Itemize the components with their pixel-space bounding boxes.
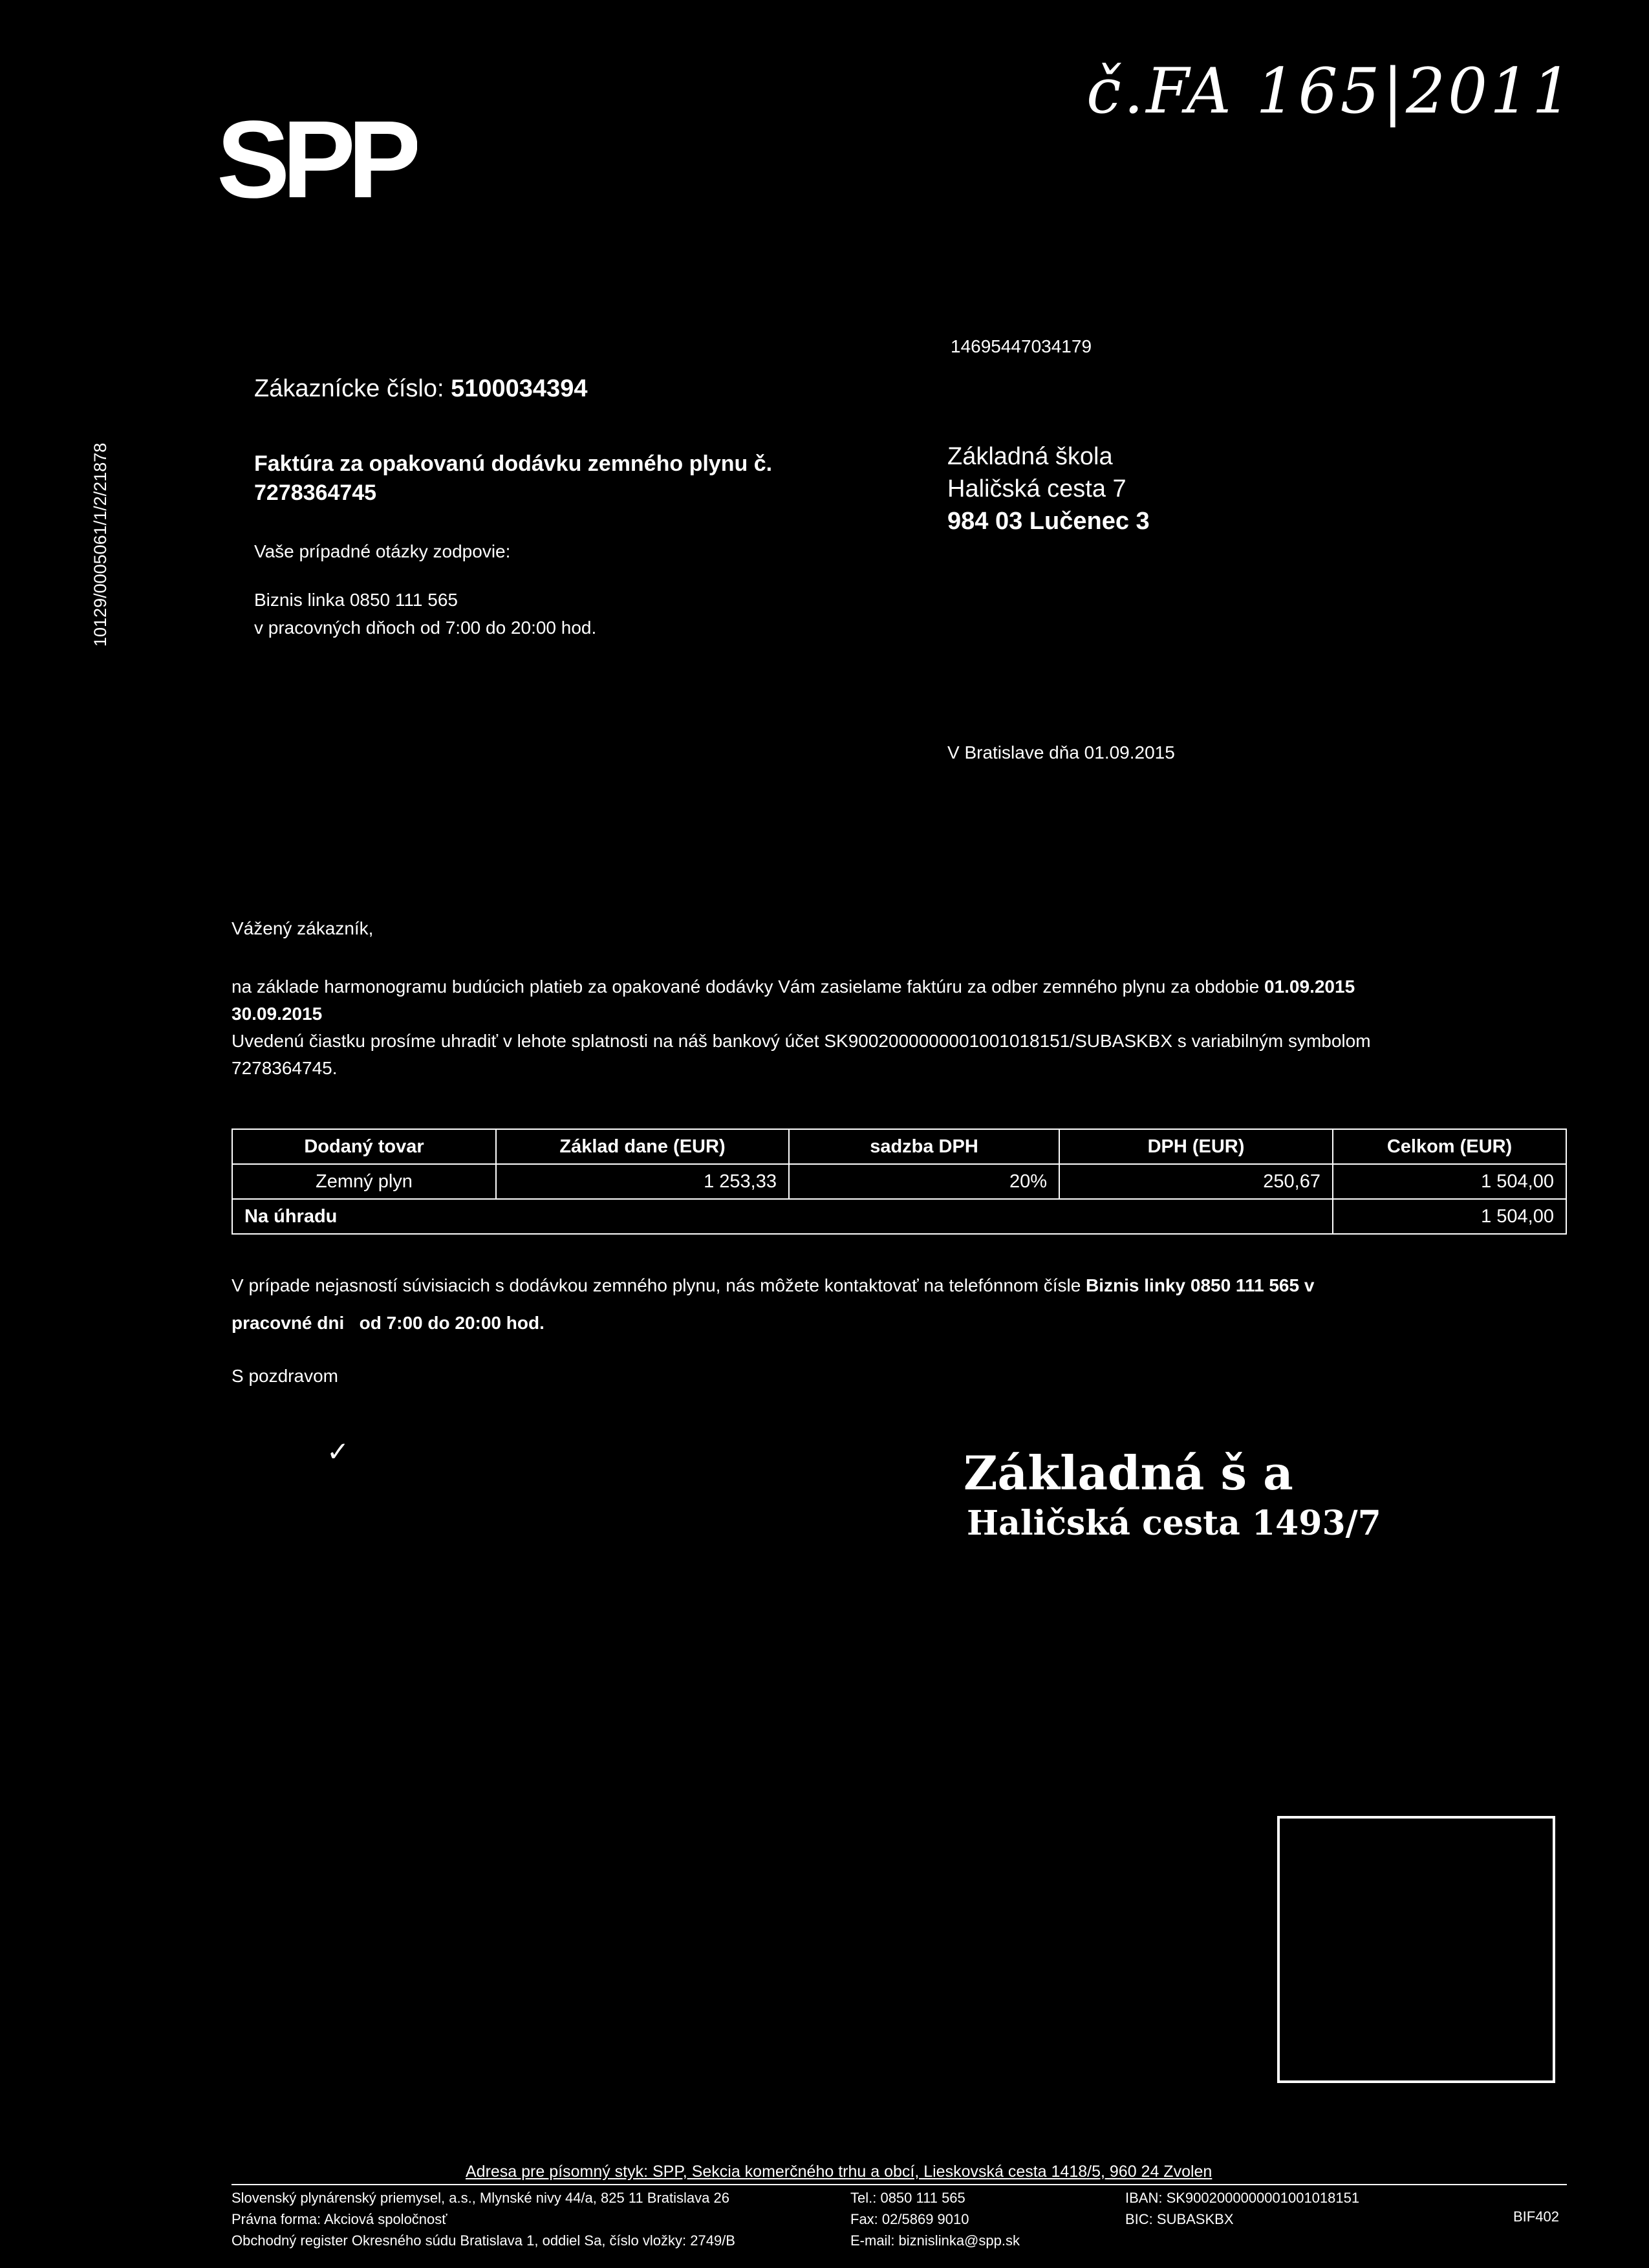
customer-number	[254, 375, 587, 403]
footer-col-2	[850, 2187, 1020, 2251]
total-label: Na úhradu	[232, 1199, 1333, 1234]
hotline-text: Biznis linka 0850 111 565	[254, 590, 458, 610]
footer-company: Slovenský plynárenský priemysel, a.s., Mlynské nivy 44/a, 825 11 Bratislava 26	[232, 2190, 729, 2206]
body-line-4: 7278364745.	[232, 1058, 338, 1078]
questions-text: Vaše prípadné otázky zodpovie:	[254, 541, 511, 561]
footer-col-3	[1125, 2187, 1359, 2230]
logo-text: SPP	[217, 107, 414, 210]
contact-hotline: Biznis linky 0850 111 565 v	[1086, 1275, 1315, 1295]
hours-text: v pracovných dňoch od 7:00 do 20:00 hod.	[254, 618, 597, 638]
footer-divider	[232, 2184, 1567, 2185]
cell-total: 1 504,00	[1333, 1164, 1566, 1199]
table-total-row	[232, 1199, 1566, 1234]
footer-register: Obchodný register Okresného súdu Bratislava 1, oddiel Sa, číslo vložky: 2749/B	[232, 2232, 735, 2249]
header-tax-base: Základ dane (EUR)	[496, 1129, 789, 1164]
side-code-text: 10129/0005061/1/2/21878	[91, 442, 110, 647]
footer-email: E-mail: biznislinka@spp.sk	[850, 2232, 1020, 2249]
body-line-1	[232, 977, 1570, 997]
side-reference-code	[91, 375, 116, 647]
invoice-table	[232, 1129, 1567, 1235]
customer-number-label: Zákaznícke číslo:	[254, 375, 444, 402]
footer-col-1	[232, 2187, 735, 2251]
period-to: 30.09.2015	[232, 1004, 323, 1024]
contact-line-1-text: V prípade nejasností súvisiacich s dodávkou zemného plynu, nás môžete kontaktovať na telefónnom čísle	[232, 1275, 1081, 1295]
invoice-title: Faktúra za opakovanú dodávku zemného plynu č.	[254, 451, 773, 476]
barcode-number: 14695447034179	[951, 336, 1092, 356]
cell-vat-rate: 20%	[789, 1164, 1059, 1199]
recipient-name: Základná škola	[947, 443, 1113, 470]
footer-iban: IBAN: SK9002000000001001018151	[1125, 2190, 1360, 2206]
closing: S pozdravom	[232, 1366, 338, 1386]
contact-line-2: pracovné dni od 7:00 do 20:00 hod.	[232, 1313, 544, 1333]
recipient-street: Haličská cesta 7	[947, 475, 1126, 502]
body-line-1-text: na základe harmonogramu budúcich platieb za opakované dodávky Vám zasielame faktúru za odber zemného plynu za obdobie	[232, 977, 1260, 997]
recipient-city: 984 03 Lučenec 3	[947, 508, 1150, 535]
header-goods: Dodaný tovar	[232, 1129, 496, 1164]
place-date: V Bratislave dňa 01.09.2015	[947, 742, 1175, 762]
contact-line-1	[232, 1275, 1314, 1296]
body-line-3: Uvedenú čiastku prosíme uhradiť v lehote splatnosti na náš bankový účet SK900200000000100101815​1/SUBASKBX s variabilným symbolom	[232, 1031, 1371, 1051]
stamp-line-2: Haličská cesta 1493/7	[967, 1504, 1381, 1543]
invoice-number: 7278364745	[254, 481, 377, 505]
footer-legal-form: Právna forma: Akciová spoločnosť	[232, 2211, 447, 2227]
header-total: Celkom (EUR)	[1333, 1129, 1566, 1164]
header-vat: DPH (EUR)	[1059, 1129, 1333, 1164]
footer-bic: BIC: SUBASKBX	[1125, 2211, 1234, 2227]
stamp-line-1: Základná š a	[964, 1445, 1293, 1500]
footer-address: Adresa pre písomný styk: SPP, Sekcia komerčného trhu a obcí, Lieskovská cesta 1418/5, 960 24 Zvolen	[466, 2163, 1212, 2181]
signature-mark: ✓	[327, 1436, 350, 1467]
period-from: 01.09.2015	[1264, 977, 1355, 997]
table-header-row	[232, 1129, 1566, 1164]
cell-tax-base: 1 253,33	[496, 1164, 789, 1199]
cell-goods: Zemný plyn	[232, 1164, 496, 1199]
greeting: Vážený zákazník,	[232, 918, 374, 938]
cell-vat: 250,67	[1059, 1164, 1333, 1199]
footer-fax: Fax: 02/5869 9010	[850, 2211, 969, 2227]
table-row	[232, 1164, 1566, 1199]
empty-box	[1277, 1816, 1555, 2083]
spp-logo	[217, 107, 417, 210]
customer-number-value: 5100034394	[451, 375, 588, 402]
total-value: 1 504,00	[1333, 1199, 1566, 1234]
footer-tel: Tel.: 0850 111 565	[850, 2190, 965, 2206]
footer-code: BIF402	[1513, 2209, 1559, 2225]
handwritten-note: č.FA 165|2011	[1086, 55, 1575, 127]
header-vat-rate: sadzba DPH	[789, 1129, 1059, 1164]
